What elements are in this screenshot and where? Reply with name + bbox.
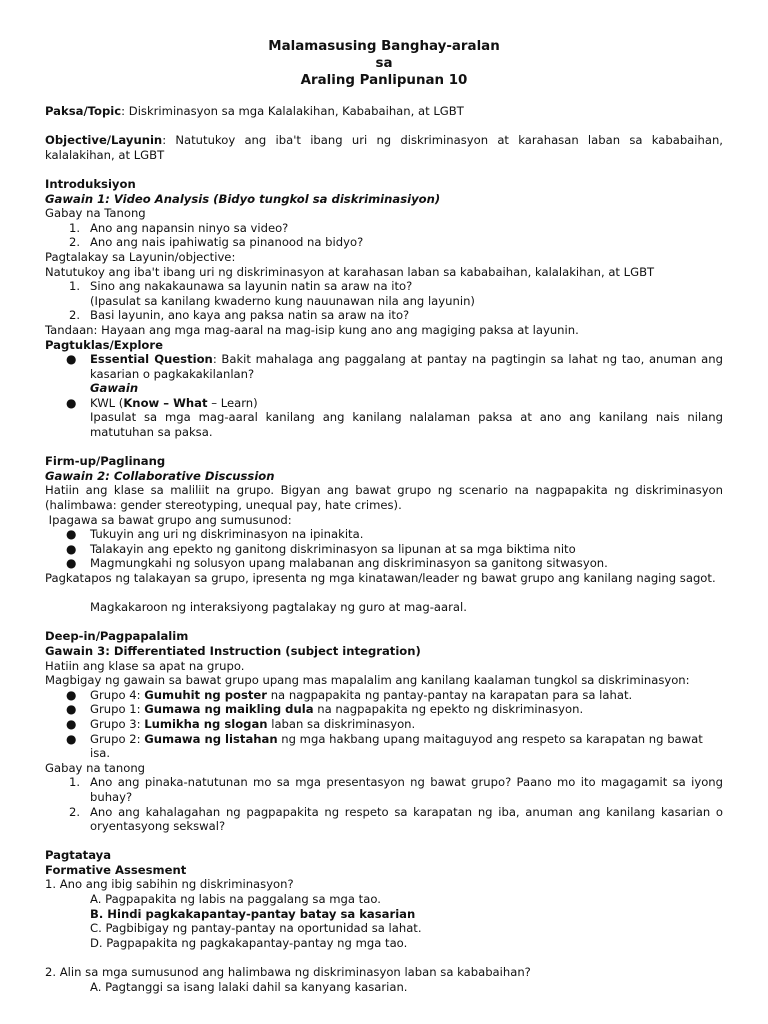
list-item: 1. Ano ang pinaka-natutunan mo sa mga presentasyon ng bawat grupo? Paano mo ito magagamit sa iyong buhay? [69, 775, 723, 804]
assessment-q2: 2. Alin sa mga sumusunod ang halimbawa ng diskriminasyon laban sa kababaihan? [45, 965, 531, 980]
deepen-give: Magbigay ng gawain sa bawat grupo upang mas mapalalim ang kanilang kaalaman tungkol sa diskriminasyon: [45, 673, 690, 688]
list-item: ● Grupo 4: Gumuhit ng poster na nagpapakita ng pantay-pantay na karapatan para sa lahat. [66, 687, 633, 702]
topic-line [45, 104, 723, 119]
bullet-icon: ● [66, 527, 77, 542]
title-line-2: sa [375, 56, 393, 71]
bullet-icon: ● [66, 702, 77, 717]
option-c: C. Pagbibigay ng pantay-pantay na oportunidad sa lahat. [90, 921, 422, 936]
firmup-after: Pagkatapos ng talakayan sa grupo, ipresenta ng mga kinatawan/leader ng bawat grupo ang kanilang naging sagot. [45, 571, 716, 585]
lesson-plan-page [45, 38, 723, 994]
bullet-icon: ● [66, 556, 77, 571]
title-line-3: Araling Panlipunan 10 [300, 73, 468, 88]
firmup-tasks [45, 527, 723, 571]
list-item: ● Tukuyin ang uri ng diskriminasyon na ipinakita. [66, 527, 364, 542]
assessment-q1: 1. Ano ang ibig sabihin ng diskriminasyon? [45, 877, 294, 892]
objective-value: : Natutukoy ang iba't ibang uri ng diskriminasyon at karahasan laban sa kababaihan, kalalakihan, at LGBT [45, 133, 723, 162]
intro-reminder: Tandaan: Hayaan ang mga mag-aaral na mag-isip kung ano ang magiging paksa at layunin. [45, 322, 579, 337]
list-item: 1. Ano ang napansin ninyo sa video? [69, 220, 289, 235]
option-a: A. Pagtanggi sa isang lalaki dahil sa kanyang kasarian. [90, 979, 408, 994]
firmup-instruction: Hatiin ang klase sa maliliit na grupo. Bigyan ang bawat grupo ng scenario na nagpapakita ng diskriminasyon (halimbawa: gender stereotyping, unequal pay, hate crimes). [45, 483, 723, 513]
list-item: 2. Basi layunin, ano kaya ang paksa natin sa araw na ito? [69, 308, 410, 323]
deepen-split: Hatiin ang klase sa apat na grupo. [45, 658, 245, 673]
option-b: B. Hindi pagkakapantay-pantay batay sa kasarian [90, 906, 416, 921]
list-item: ● Essential Question: Bakit mahalaga ang paggalang at pantay na pagtingin sa lahat ng tao, anuman ang kasarian o pagkakakilanlan? Gawain [66, 352, 723, 396]
intro-objective-questions [45, 279, 723, 323]
deepen-questions [45, 775, 723, 833]
firmup-do-this: Ipagawa sa bawat grupo ang sumusunod: [45, 512, 292, 527]
intro-discussion: Pagtalakay sa Layunin/objective: [45, 249, 236, 264]
intro-guide: Gabay na Tanong [45, 206, 146, 221]
intro-activity: Gawain 1: Video Analysis (Bidyo tungkol sa diskriminasiyon) [45, 191, 441, 206]
list-item: ● Talakayin ang epekto ng ganitong diskriminasyon sa lipunan at sa mga biktima nito [66, 541, 576, 556]
list-item: ● Magmungkahi ng solusyon upang malabanan ang diskriminasyon sa ganitong sitwasyon. [66, 556, 608, 571]
list-item: 2. Ano ang nais ipahiwatig sa pinanood na bidyo? [69, 235, 364, 250]
deepen-heading: Deep-in/Pagpapalalim [45, 629, 189, 644]
list-item: 2. Ano ang kahalagahan ng pagpapakita ng respeto sa karapatan ng iba, anuman ang kanilang kasarian o oryentasyong sekswal? [69, 804, 723, 834]
list-item: ● KWL (Know – What – Learn) Ipasulat sa mga mag-aaral kanilang ang kanilang nalalaman paksa at ano ang kanilang nais nilang matutuhan sa paksa. [66, 395, 723, 440]
objective-line [45, 133, 723, 162]
objective-label: Objective/Layunin [45, 133, 163, 148]
deepen-groups [45, 688, 723, 761]
deepen-guide: Gabay na tanong [45, 760, 146, 775]
option-a: A. Pagpapakita ng labis na paggalang sa mga tao. [90, 892, 381, 907]
topic-label: Paksa/Topic [45, 104, 122, 118]
title-line-1: Malamasusing Banghay-aralan [268, 39, 500, 54]
explore-list [45, 352, 723, 440]
bullet-icon: ● [66, 716, 77, 731]
assessment-sub: Formative Assesment [45, 862, 187, 877]
explore-heading: Pagtuklas/Explore [45, 337, 163, 352]
intro-questions [45, 221, 723, 250]
bullet-icon: ● [66, 687, 77, 702]
q2-options [45, 980, 723, 995]
assessment-heading: Pagtataya [45, 848, 112, 863]
list-item: ● Grupo 2: Gumawa ng listahan ng mga hakbang upang maitaguyod ang respeto sa karapatan ng bawat isa. [66, 731, 703, 761]
bullet-icon: ● [66, 731, 77, 746]
deepen-activity: Gawain 3: Differentiated Instruction (subject integration) [45, 643, 421, 658]
topic-value: : Diskriminasyon sa mga Kalalakihan, Kababaihan, at LGBT [121, 104, 464, 118]
firmup-interaction: Magkakaroon ng interaksiyong pagtalakay ng guro at mag-aaral. [90, 600, 467, 615]
list-item: ● Grupo 1: Gumawa ng maikling dula na nagpapakita ng epekto ng diskriminasyon. [66, 702, 584, 717]
option-d: D. Pagpapakita ng pagkakapantay-pantay ng mga tao. [90, 935, 408, 950]
bullet-icon: ● [66, 352, 77, 367]
list-item: 1. Sino ang nakakaunawa sa layunin natin sa araw na ito? (Ipasulat sa kanilang kwaderno kung nauunawan nila ang layunin) [69, 279, 475, 308]
document-title [45, 38, 723, 89]
firmup-activity: Gawain 2: Collaborative Discussion [45, 468, 275, 483]
intro-heading: Introduksiyon [45, 176, 136, 191]
firmup-heading: Firm-up/Paglinang [45, 454, 166, 469]
bullet-icon: ● [66, 395, 77, 410]
list-item: ● Grupo 3: Lumikha ng slogan laban sa diskriminasyon. [66, 716, 416, 731]
intro-objective-restated: Natutukoy ang iba't ibang uri ng diskriminasyon at karahasan laban sa kababaihan, kalalakihan, at LGBT [45, 264, 655, 279]
bullet-icon: ● [66, 541, 77, 556]
q1-options [45, 892, 723, 950]
